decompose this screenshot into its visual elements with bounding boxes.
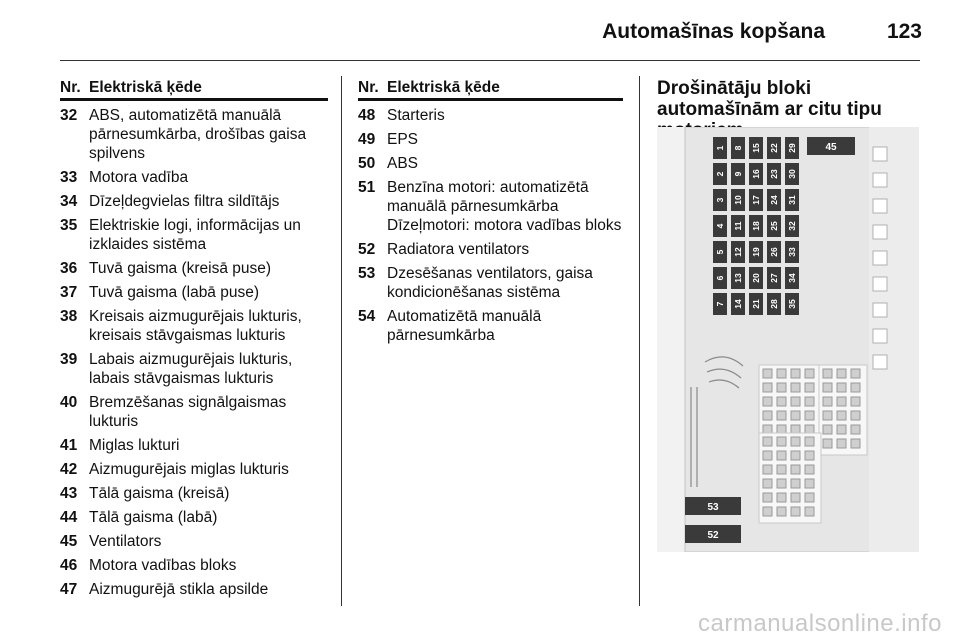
fuse-label: 16 [751,169,761,179]
fuse-label: 23 [769,169,779,179]
fuse [731,241,745,263]
fuse [731,267,745,289]
fuse-label: 9 [733,171,743,177]
fuse-label: 28 [769,299,779,309]
column-separator-1 [341,76,342,606]
large-fuse-label: 52 [707,530,719,541]
table-row [358,240,623,259]
fuse-number: 37 [60,284,78,301]
circuit-description: Dzesēšanas ventilators, gaisa kondicionēšanas sistēma [387,265,593,301]
fuse-number: 35 [60,217,78,234]
column-separator-2 [639,76,640,606]
fuse [785,163,799,185]
fuse-box-diagram [657,127,919,552]
circuit-description: Aizmugurējā stikla apsilde [89,581,269,598]
fuse [713,215,727,237]
table-row [60,556,328,575]
fuse-label: 13 [733,273,743,283]
fuse-label: 26 [769,247,779,257]
fuse-label: 3 [715,197,725,203]
fuse-label: 11 [733,221,743,231]
fuse-label: 1 [715,145,725,151]
page-header-title: Automašīnas kopšana [602,20,825,43]
fuse-number: 45 [60,533,78,550]
fuse-label: 30 [787,169,797,179]
circuit-description: Tālā gaisma (labā) [89,509,218,526]
fuse [767,163,781,185]
fuse-number: 39 [60,351,78,368]
table-row [60,460,328,479]
fuse [749,293,763,315]
table-row [358,307,623,345]
fuse-label: 12 [733,247,743,257]
fuse-label: 15 [751,143,761,153]
circuit-description: Ventilators [89,533,162,550]
col-nr-header: Nr. [60,79,81,96]
fuse-label: 31 [787,195,797,205]
circuit-description: Elektriskie logi, informācijas un izklaides sistēma [89,217,301,253]
table-row [60,436,328,455]
header-rule [60,60,920,61]
large-fuse [685,525,741,543]
circuit-description: Aizmugurējais miglas lukturis [89,461,289,478]
fuse-table-1 [60,78,328,604]
fuse-number: 48 [358,107,376,124]
table-row [60,259,328,278]
fuse-label: 22 [769,143,779,153]
table-row [60,307,328,345]
table-row [60,168,328,187]
fuse-label: 21 [751,299,761,309]
page-number: 123 [886,20,922,43]
fuse [713,163,727,185]
section-title: Drošinātāju bloki automašīnām ar citu tipu [657,78,882,120]
fuse-label: 17 [751,195,761,205]
fuse-number: 41 [60,437,78,454]
fuse [731,163,745,185]
fuse-number: 46 [60,557,78,574]
fuse-label: 35 [787,299,797,309]
fuse [767,241,781,263]
fuse-label: 4 [715,223,725,229]
large-fuse [685,497,741,515]
fuse [713,189,727,211]
fuse-label: 19 [751,247,761,257]
fuse [767,137,781,159]
fuse-number: 47 [60,581,78,598]
circuit-description: Motora vadība [89,169,189,186]
fuse-number: 52 [358,241,376,258]
circuit-description: Miglas lukturi [89,437,180,454]
fuse [749,189,763,211]
fuse-number: 38 [60,308,78,325]
fuse [731,137,745,159]
circuit-description: Dīzeļdegvielas filtra sildītājs [89,193,280,210]
fuse-label: 14 [733,299,743,309]
fuse [749,267,763,289]
fuse-label: 5 [715,249,725,255]
circuit-description: Starteris [387,107,445,124]
fuse [749,241,763,263]
fuse [731,293,745,315]
fuse-label: 8 [733,145,743,151]
table-row [358,154,623,173]
circuit-description: ABS, automatizētā manuālā pārnesumkārba, drošības gaisa spilvens [89,107,307,162]
circuit-description: Radiatora ventilators [387,241,530,258]
fuse [767,189,781,211]
fuse [785,137,799,159]
circuit-description: Labais aizmugurējais lukturis, labais stāvgaismas lukturis [89,351,293,387]
fuse-label: 27 [769,273,779,283]
large-fuse-label: 53 [707,502,719,513]
circuit-description: Benzīna motori: automatizētā manuālā pārnesumkārba Dīzeļmotori: motora vadības bloks [387,179,622,234]
col-circuit-header: Elektriskā ķēde [387,79,500,96]
fuse-number: 51 [358,179,376,196]
table-row [60,508,328,527]
large-fuse-label: 45 [825,142,837,153]
fuse-label: 7 [715,301,725,307]
table-row [358,264,623,302]
fuse [713,293,727,315]
table-row [60,393,328,431]
fuse [785,241,799,263]
circuit-description: Motora vadības bloks [89,557,237,574]
table-row [60,580,328,599]
fuse [785,189,799,211]
table-row [60,484,328,503]
circuit-description: Automatizētā manuālā pārnesumkārba [387,308,542,344]
fuse-label: 18 [751,221,761,231]
fuse-label: 32 [787,221,797,231]
fuse [767,267,781,289]
fuse-label: 34 [787,273,797,283]
fuse-label: 25 [769,221,779,231]
large-fuse [807,137,855,155]
fuse-number: 32 [60,107,78,124]
table-row [60,532,328,551]
fuse-table-1-header [60,78,328,101]
fuse-table-2-header [358,78,623,101]
fuse [785,293,799,315]
fuse [731,189,745,211]
fuse [713,241,727,263]
fuse-number: 50 [358,155,376,172]
fuse-label: 29 [787,143,797,153]
fuse-number: 53 [358,265,376,282]
fuse [785,267,799,289]
circuit-description: Tuvā gaisma (labā puse) [89,284,260,301]
fuse [767,293,781,315]
circuit-description: EPS [387,131,419,148]
fuse-number: 49 [358,131,376,148]
col-circuit-header: Elektriskā ķēde [89,79,202,96]
fuse-number: 43 [60,485,78,502]
table-row [60,350,328,388]
fuse [731,215,745,237]
circuit-description: ABS [387,155,419,172]
fuse [749,137,763,159]
col-nr-header: Nr. [358,79,379,96]
fuse-label: 33 [787,247,797,257]
fuse-number: 33 [60,169,78,186]
fuse [749,215,763,237]
circuit-description: Tuvā gaisma (kreisā puse) [89,260,272,277]
fuse-label: 24 [769,195,779,205]
fuse [749,163,763,185]
fuse-number: 42 [60,461,78,478]
fuse [767,215,781,237]
circuit-description: Tālā gaisma (kreisā) [89,485,230,502]
table-row [358,130,623,149]
fuse-table-2 [358,78,623,350]
fuse [713,267,727,289]
table-row [358,178,623,235]
fuse-number: 44 [60,509,78,526]
fuse-number: 34 [60,193,78,210]
fuse [713,137,727,159]
fuse-label: 20 [751,273,761,283]
table-row [358,106,623,125]
circuit-description: Bremzēšanas signālgaismas lukturis [89,394,287,430]
fuse [785,215,799,237]
circuit-description: Kreisais aizmugurējais lukturis, kreisais stāvgaismas lukturis [89,308,302,344]
fuse-label: 6 [715,275,725,281]
fuse-number: 40 [60,394,78,411]
table-row [60,192,328,211]
fuse-number: 54 [358,308,376,325]
table-row [60,106,328,163]
fuse-number: 36 [60,260,78,277]
watermark: carmanualsonline.info [698,610,942,637]
table-row [60,283,328,302]
fuse-label: 2 [715,171,725,177]
table-row [60,216,328,254]
fuse-label: 10 [733,195,743,205]
